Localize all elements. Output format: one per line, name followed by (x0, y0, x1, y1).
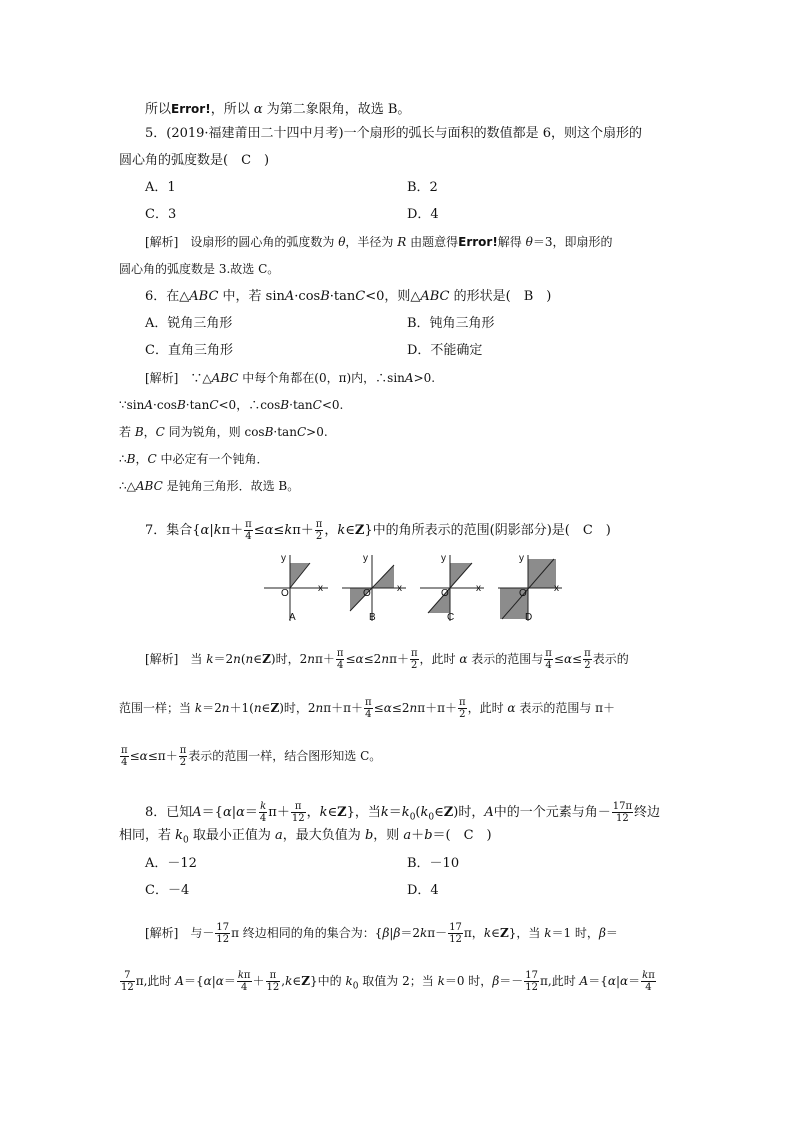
x-label-b: x (397, 583, 402, 594)
q8-option-c: C．－4 (145, 883, 190, 898)
x-label-c: x (476, 583, 481, 594)
x-label-d: x (554, 583, 559, 594)
origin-b: O (363, 588, 371, 599)
figure-label-a: A (289, 612, 296, 623)
q6-option-a: A．锐角三角形 (145, 316, 233, 331)
q5-solution-1: [解析] 设扇形的圆心角的弧度数为 θ，半径为 R 由题意得Error!解得 θ＝3，即扇形的 (145, 235, 613, 249)
q5-solution-2: 圆心角的弧度数是 3.故选 C。 (119, 262, 280, 276)
q8-option-a: A．－12 (145, 856, 197, 871)
q5-option-c: C．3 (145, 207, 177, 222)
q6-option-c: C．直角三角形 (145, 343, 233, 358)
q5-stem: 5．(2019·福建莆田二十四中月考)一个扇形的弧长与面积的数值都是 6，则这个扇形的 (145, 126, 643, 141)
q8-solution-1: [解析] 与－ $\frac{17}{12}$ π 终边相同的角的集合为：{β|β＝2kπ－ $\frac{17}{12}$ π，k∈Z}，当 k＝1 时，β＝ (145, 922, 618, 945)
q8-stem: 8．已知A＝{α|α＝ $\frac{k}{4}$ π＋ $\frac{\pi}{12}$ ，k∈Z}，当$k=k_0(k_0\in Z)$时，A中的一个元素与角－ $\frac{17\pi}{12}$ 终边 (145, 801, 661, 824)
figure-label-b: B (369, 612, 376, 623)
origin-a: O (281, 588, 289, 599)
q6-solution-2: ∵sinA·cosB·tanC<0，∴cosB·tanC<0. (119, 398, 344, 412)
q7-solution-1: [解析] 当 k＝2n(n∈Z)时，2nπ＋ $\frac{\pi}{4}$ ≤α≤2nπ＋ $\frac{\pi}{2}$ ，此时 α 表示的范围与 $\frac{\pi}{4}$ ≤α≤ $\frac{\pi}{2}$ 表示的 (145, 648, 629, 671)
x-label-a: x (318, 583, 323, 594)
q6-stem: 6．在△ABC 中，若 sinA·cosB·tanC<0，则△ABC 的形状是( B ) (145, 289, 552, 304)
y-label-d: y (519, 553, 524, 564)
q7-solution-3: $\frac{\pi}{4}$ ≤α≤π＋ $\frac{\pi}{2}$ 表示的范围一样，结合图形知选 C。 (121, 745, 382, 768)
origin-d: O (519, 588, 527, 599)
origin-c: O (441, 588, 449, 599)
figure-label-c: C (447, 612, 455, 623)
q6-solution-4: ∴B，C 中必定有一个钝角． (119, 452, 269, 466)
y-label-c: y (441, 553, 446, 564)
q7-stem: 7．集合{α|kπ＋ $\frac{\pi}{4}$ ≤α≤kπ＋ $\frac{\pi}{2}$ ，k∈Z}中的角所表示的范围(阴影部分)是( C ) (145, 519, 611, 542)
q5-option-b: B．2 (407, 180, 438, 195)
intro-line: 所以Error!，所以 α 为第二象限角，故选 B。 (145, 102, 411, 117)
q5-stem-cont: 圆心角的弧度数是( C ) (119, 153, 270, 168)
q8-stem-cont: 相同，若 $k_0$ 取最小正值为 a，最大负值为 b，则 a＋b＝( C ) (119, 828, 492, 846)
q8-option-b: B．－10 (407, 856, 460, 871)
q6-option-d: D．不能确定 (407, 343, 483, 358)
q5-option-d: D．4 (407, 207, 439, 222)
figure-label-d: D (525, 612, 533, 623)
y-label-b: y (363, 553, 368, 564)
q6-solution-5: ∴△ABC 是钝角三角形．故选 B。 (119, 479, 300, 493)
q6-option-b: B．钝角三角形 (407, 316, 495, 331)
q6-solution-1: [解析] ∵△ABC 中每个角都在(0，π)内，∴sinA>0. (145, 371, 436, 385)
q8-option-d: D．4 (407, 883, 439, 898)
q7-solution-2: 范围一样；当 k＝2n＋1(n∈Z)时，2nπ＋π＋ $\frac{\pi}{4}$ ≤α≤2nπ＋π＋ $\frac{\pi}{2}$ ，此时 α 表示的范围与 π＋ (119, 697, 616, 720)
q8-solution-2: $\frac{7}{12}$ π,此时 A＝{α|α＝ $\frac{k\pi}{4}$ ＋ $\frac{\pi}{12}$ ,k∈Z}中的 $k_0$ 取值为 2；当 k＝0 时，β＝－ $\frac{17}{12}$ π,此时 A＝{α|α＝ $\frac{k\pi}{4}$ (121, 970, 655, 993)
q6-solution-3: 若 B，C 同为锐角，则 cosB·tanC>0. (119, 425, 328, 439)
y-label-a: y (281, 553, 286, 564)
q5-option-a: A．1 (145, 180, 176, 195)
